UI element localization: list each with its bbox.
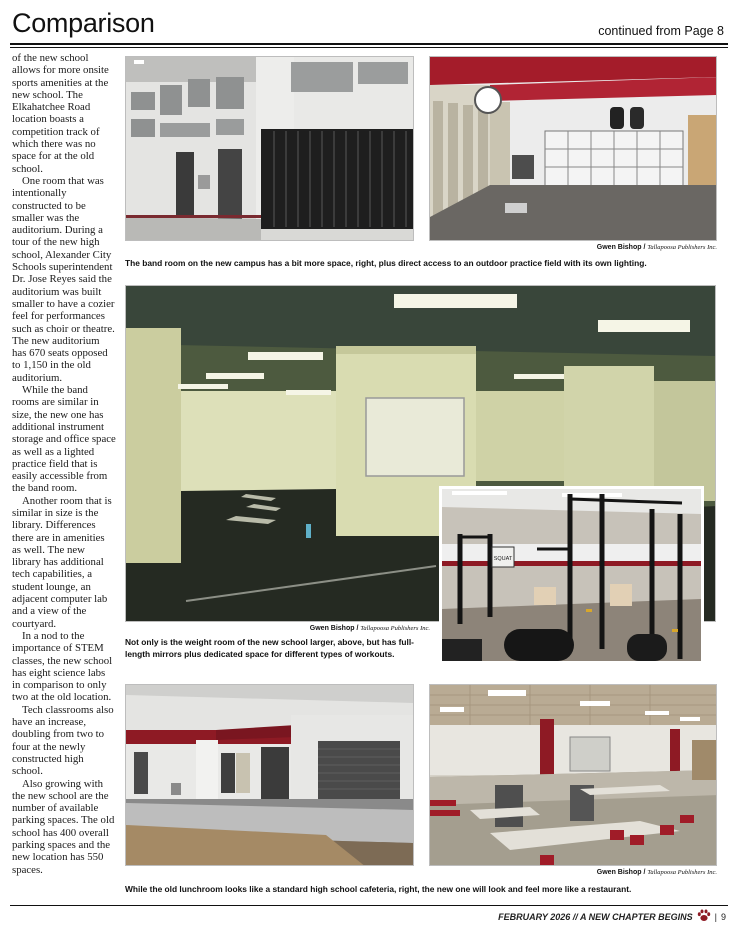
caption-band-room: The band room on the new campus has a bit more space, right, plus direct access to an outdoor practice field with its own lighting. — [125, 258, 647, 268]
section-title: Comparison — [12, 8, 155, 38]
photo-new-weight-room-frame — [439, 486, 704, 664]
continued-from-label: continued from Page 8 — [598, 24, 724, 38]
article-paragraph: While the band rooms are similar in size, the new one has additional instrument storage and office space as well as a lighted practice field that is easily accessible from the band room. — [12, 384, 116, 495]
paw-icon — [697, 909, 711, 924]
footer-issue: FEBRUARY 2026 // A NEW CHAPTER BEGINS — [498, 911, 693, 922]
photo-old-band-room — [125, 56, 414, 241]
caption-weight-room: Not only is the weight room of the new school larger, above, but has full-length mirrors plus dedicated space for different types of workouts. — [125, 637, 414, 659]
credit-publisher: Tallapoosa Publishers Inc. — [360, 625, 430, 632]
article-paragraph: Tech classrooms also have an increase, doubling from two to four at the newly constructed high school. — [12, 703, 114, 778]
article-paragraph: One room that was intentionally constructed to be smaller was the auditorium. During a tour of the new high school, Alexander City Schools superintendent Dr. Jose Reyes said the auditorium was built smaller to have a cozier feel for performances such as choir or theatre. The new auditorium has 670 seats opposed to 1,150 in the old auditorium. — [12, 174, 115, 384]
credit-name: Gwen Bishop / — [596, 869, 646, 876]
credit-name: Gwen Bishop / — [309, 625, 359, 632]
photo-new-lunchroom — [125, 684, 414, 866]
photo-new-weight-room — [442, 489, 701, 661]
squat-sign: SQUAT — [493, 556, 513, 562]
article-paragraph: Also growing with the new school are the number of available parking spaces. The old school has 400 overall parking spaces and the new location has 550 spaces. — [12, 777, 115, 876]
footer-separator: | — [714, 911, 717, 922]
photo-credit-lunchroom — [429, 869, 717, 876]
credit-publisher: Tallapoosa Publishers Inc. — [647, 869, 717, 876]
page-footer — [498, 909, 726, 924]
photo-credit-band — [429, 244, 717, 251]
photo-old-lunchroom — [429, 684, 717, 866]
article-paragraph: In a nod to the importance of STEM classes, the new school has eight science labs in comparison to only two at the old location. — [12, 629, 113, 704]
footer-rule — [10, 905, 728, 906]
header-rule — [10, 43, 728, 45]
header-rule-thin — [10, 47, 728, 48]
article-paragraph: of the new school allows for more onsite sports amenities at the new school. The Elkahatchee Road location boasts a competition track of which there was no space for at the old school. — [12, 52, 109, 175]
photo-new-band-room — [429, 56, 717, 241]
caption-lunchroom: While the old lunchroom looks like a standard high school cafeteria, right, the new one will look and feel more like a restaurant. — [125, 884, 632, 894]
article-paragraph: Another room that is similar in size is the library. Differences there are in amenities as well. The new library has additional tech capabilities, a student lounge, an adjacent computer lab and a view of the courtyard. — [12, 494, 112, 630]
credit-publisher: Tallapoosa Publishers Inc. — [647, 244, 717, 251]
photo-credit-weight — [125, 625, 430, 632]
page-number: 9 — [720, 911, 726, 922]
credit-name: Gwen Bishop / — [596, 244, 646, 251]
article-column — [12, 52, 116, 876]
